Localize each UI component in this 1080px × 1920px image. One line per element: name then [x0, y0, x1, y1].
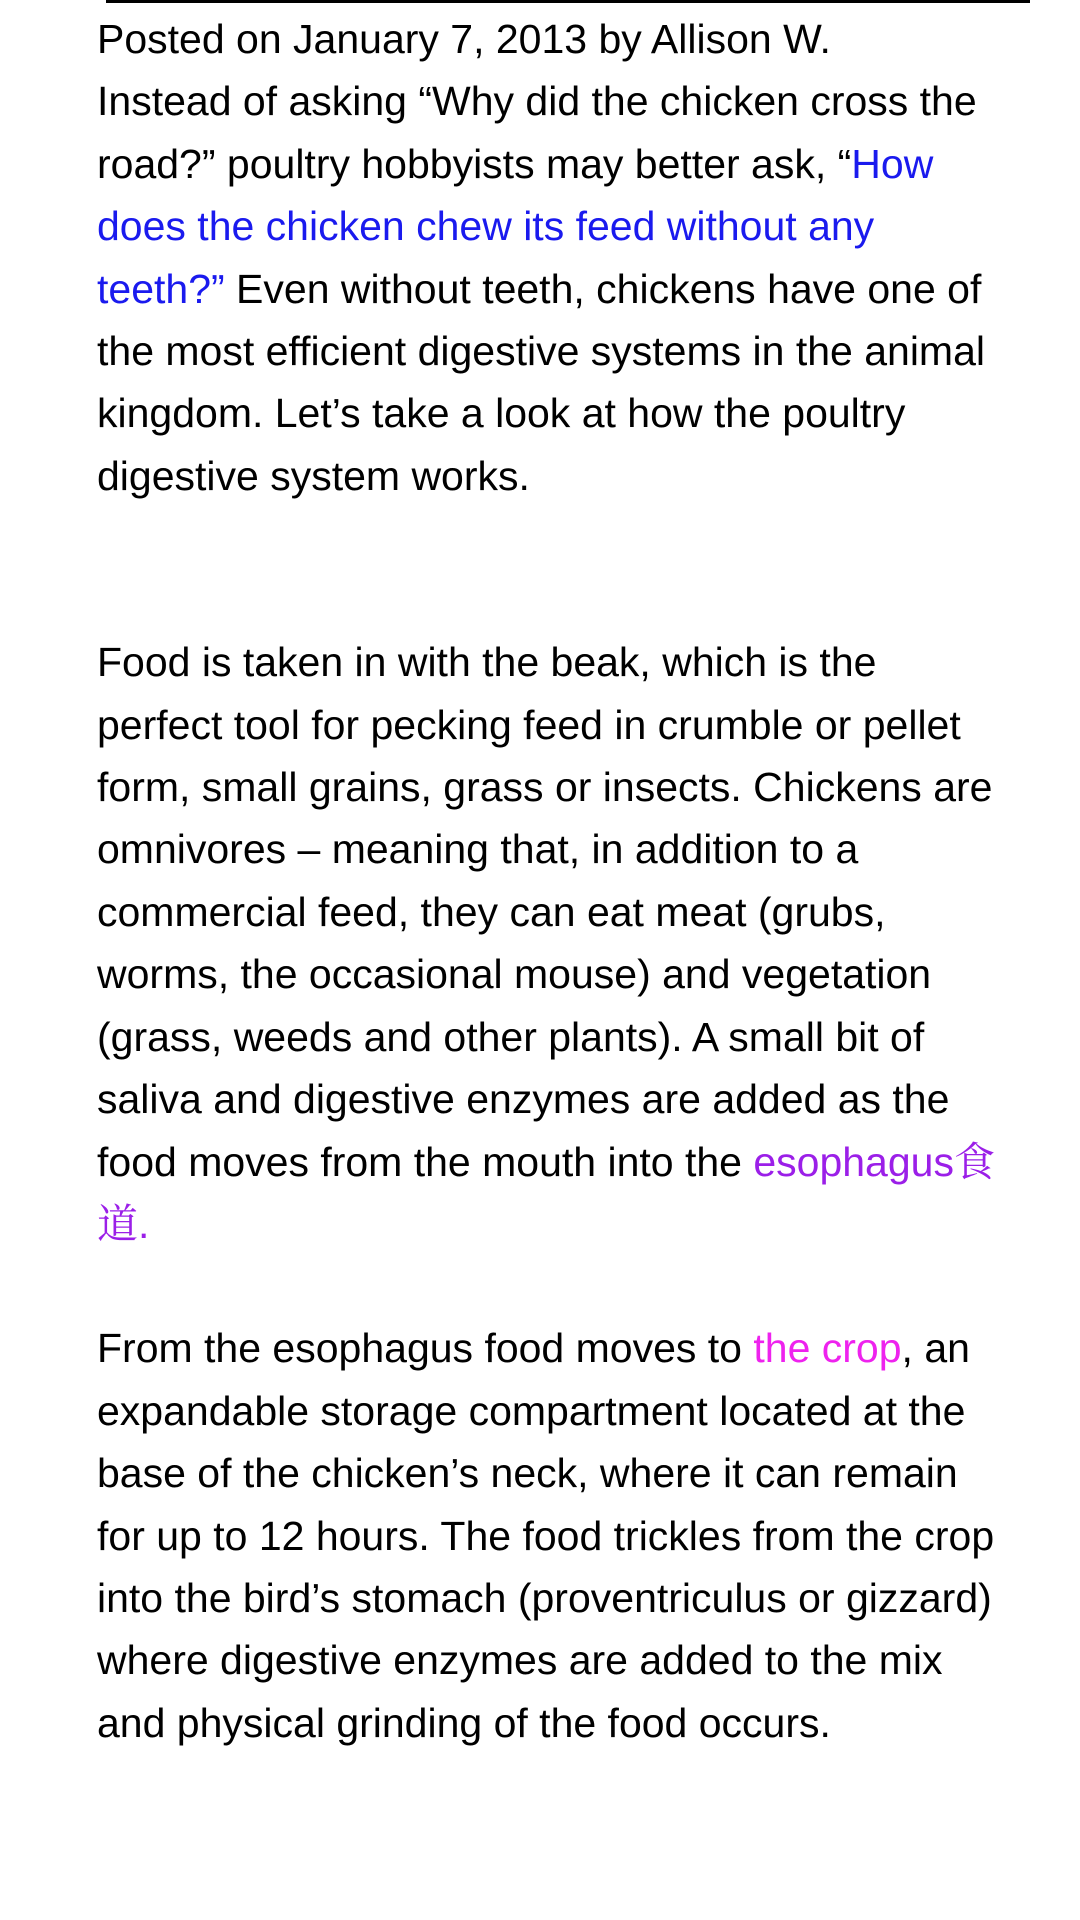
esophagus-link[interactable]: esophagus食道.: [97, 1138, 995, 1247]
top-divider: [106, 0, 1030, 3]
crop-link[interactable]: the crop: [753, 1325, 902, 1372]
article-body: [97, 8, 997, 1754]
crop-paragraph: [97, 1317, 997, 1754]
intro-paragraph: [97, 70, 997, 507]
post-meta: [97, 8, 997, 70]
post-meta-text: Posted on January 7, 2013 by Allison W.: [97, 16, 831, 62]
chew-feed-link[interactable]: How does the chicken chew its feed without any teeth?”: [97, 140, 934, 312]
intro-text-before: Instead of asking “Why did the chicken cross the road?” poultry hobbyists may better ask, “: [97, 78, 977, 187]
paragraph-spacer: [97, 1255, 997, 1317]
intro-text-after: Even without teeth, chickens have one of the most efficient digestive systems in the animal kingdom. Let’s take a look at how the poultry digestive system works.: [97, 265, 985, 499]
paragraph-spacer: [97, 507, 997, 631]
beak-paragraph: [97, 631, 997, 1255]
crop-text-after: , an expandable storage compartment located at the base of the chicken’s neck, where it can remain for up to 12 hours. The food trickles from the crop into the bird’s stomach (proventriculus or gizzard) where digestive enzymes are added to the mix and physical grinding of the food occurs.: [97, 1325, 995, 1746]
beak-text: Food is taken in with the beak, which is the perfect tool for pecking feed in crumble or pellet form, small grains, grass or insects. Chickens are omnivores – meaning that, in addition to a commercial feed, they can eat meat (grubs, worms, the occasional mouse) and vegetation (grass, weeds and other plants). A small bit of saliva and digestive enzymes are added as the food moves from the mouth into the: [97, 639, 993, 1185]
crop-text-before: From the esophagus food moves to: [97, 1325, 754, 1372]
